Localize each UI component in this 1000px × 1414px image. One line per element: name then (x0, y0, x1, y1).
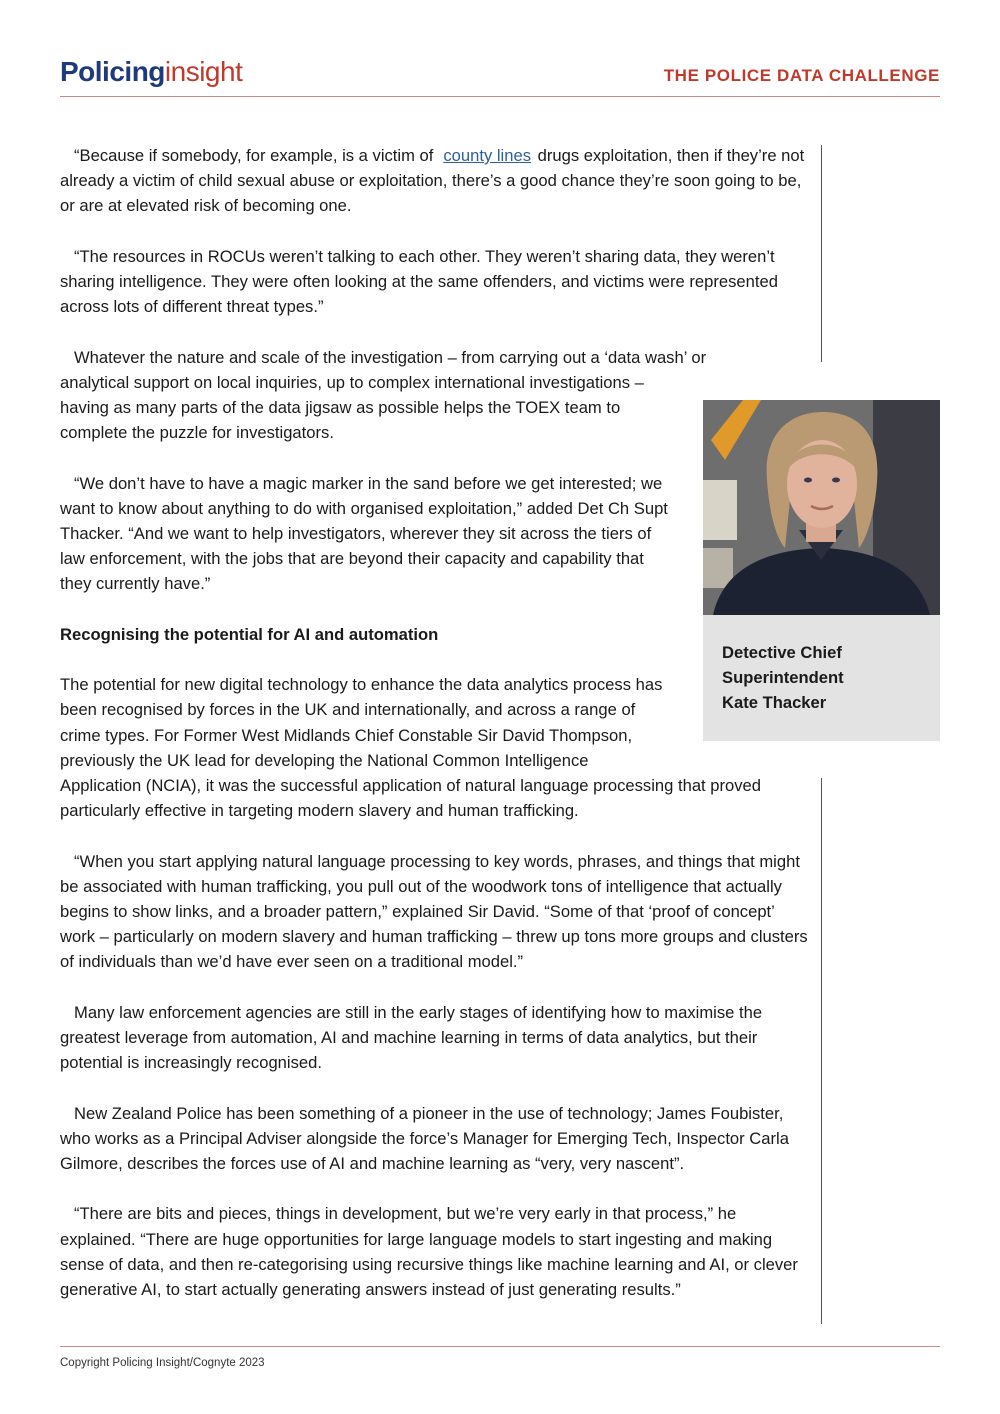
paragraph-digital-technology (60, 672, 808, 823)
header-divider (60, 96, 940, 97)
paragraph-county-lines (60, 143, 808, 219)
paragraph-data-jigsaw (60, 345, 808, 446)
caption-line: Superintendent (722, 668, 844, 687)
column-divider-bottom (821, 778, 822, 1324)
column-divider-top (821, 145, 822, 362)
logo-word-insight: insight (164, 56, 243, 87)
paragraph-new-zealand: New Zealand Police has been something of a pioneer in the use of technology; James Foubister, who works as a Principal Adviser alongside the force’s Manager for Emerging Tech, Inspector Carla Gilmore, describes the forces use of AI and machine learning as “very, very nascent”. (60, 1103, 789, 1173)
footer-divider (60, 1346, 940, 1347)
paragraph-text: Application (NCIA), it was the successful application of natural language processing that proved particularly effective in targeting modern slavery and human trafficking. (60, 776, 762, 821)
county-lines-link[interactable]: county lines (443, 146, 532, 165)
paragraph-rocus: “The resources in ROCUs weren’t talking to each other. They weren’t sharing data, they weren’t sharing intelligence. They were often looking at the same offenders, and victims were represented across lots of different threat types.” (60, 246, 778, 317)
portrait-photo (703, 400, 940, 615)
paragraph-nlp: “When you start applying natural language processing to key words, phrases, and things that might be associated with human trafficking, you pull out of the woodwork tons of intelligence that actually begins to show links, and a broader pattern,” explained Sir David. “Some of that ‘proof of concept’ work – particularly on modern slavery and human trafficking – threw up tons more groups and clusters of individuals than we’d have ever seen on a traditional model.” (60, 851, 808, 972)
paragraph-text: “Because if somebody, for example, is a victim of (74, 146, 434, 165)
page-header (60, 56, 940, 96)
caption-line: Kate Thacker (722, 693, 827, 712)
footer-copyright: Copyright Policing Insight/Cognyte 2023 (60, 1357, 265, 1369)
photo-caption (703, 615, 940, 741)
paragraph-text: drugs exploitation, then if they’re not already a victim of child sexual abuse or exploitation, there’s a good chance they’re soon going to be, or are at elevated risk of becoming one. (60, 146, 805, 216)
policing-insight-logo (60, 56, 242, 88)
paragraph-text: Whatever the nature and scale of the investigation – from carrying out a ‘data wash’ or (74, 347, 707, 367)
document-title: THE POLICE DATA CHALLENGE (663, 66, 940, 85)
paragraph-magic-marker: “We don’t have to have a magic marker in the sand before we get interested; we want to know about anything to do with organised exploitation,” added Det Ch Supt Thacker. “And we want to help investigators, wherever they sit across the tiers of law enforcement, with the jobs that are beyond their capacity and capability that they currently have.” (60, 473, 668, 594)
caption-line: Detective Chief (722, 643, 842, 662)
article-body (60, 143, 808, 1327)
portrait-illustration (703, 400, 940, 615)
paragraph-text: The potential for new digital technology to enhance the data analytics process has been recognised by forces in the UK and internationally, and across a range of crime types. For Former West Midlands Chief Constable Sir David Thompson, previously the UK lead for developing the National Common Intelligence (60, 675, 663, 770)
paragraph-early-stages: Many law enforcement agencies are still in the early stages of identifying how to maximise the greatest leverage from automation, AI and machine learning in terms of data analytics, but their potential is increasingly recognised. (60, 1002, 763, 1073)
paragraph-bits-and-pieces: “There are bits and pieces, things in development, but we’re very early in that process,” he explained. “There are huge opportunities for large language models to start ingesting and making sense of data, and then re-categorising using recursive things like machine learning and AI, or clever generative AI, to start actually generating answers instead of just generating results.” (60, 1204, 798, 1299)
section-heading: Recognising the potential for AI and automation (60, 624, 439, 644)
logo-word-policing: Policing (60, 56, 165, 87)
paragraph-text: analytical support on local inquiries, up to complex international investigations – having as many parts of the data jigsaw as possible helps the TOEX team to complete the puzzle for investigators. (60, 372, 644, 443)
